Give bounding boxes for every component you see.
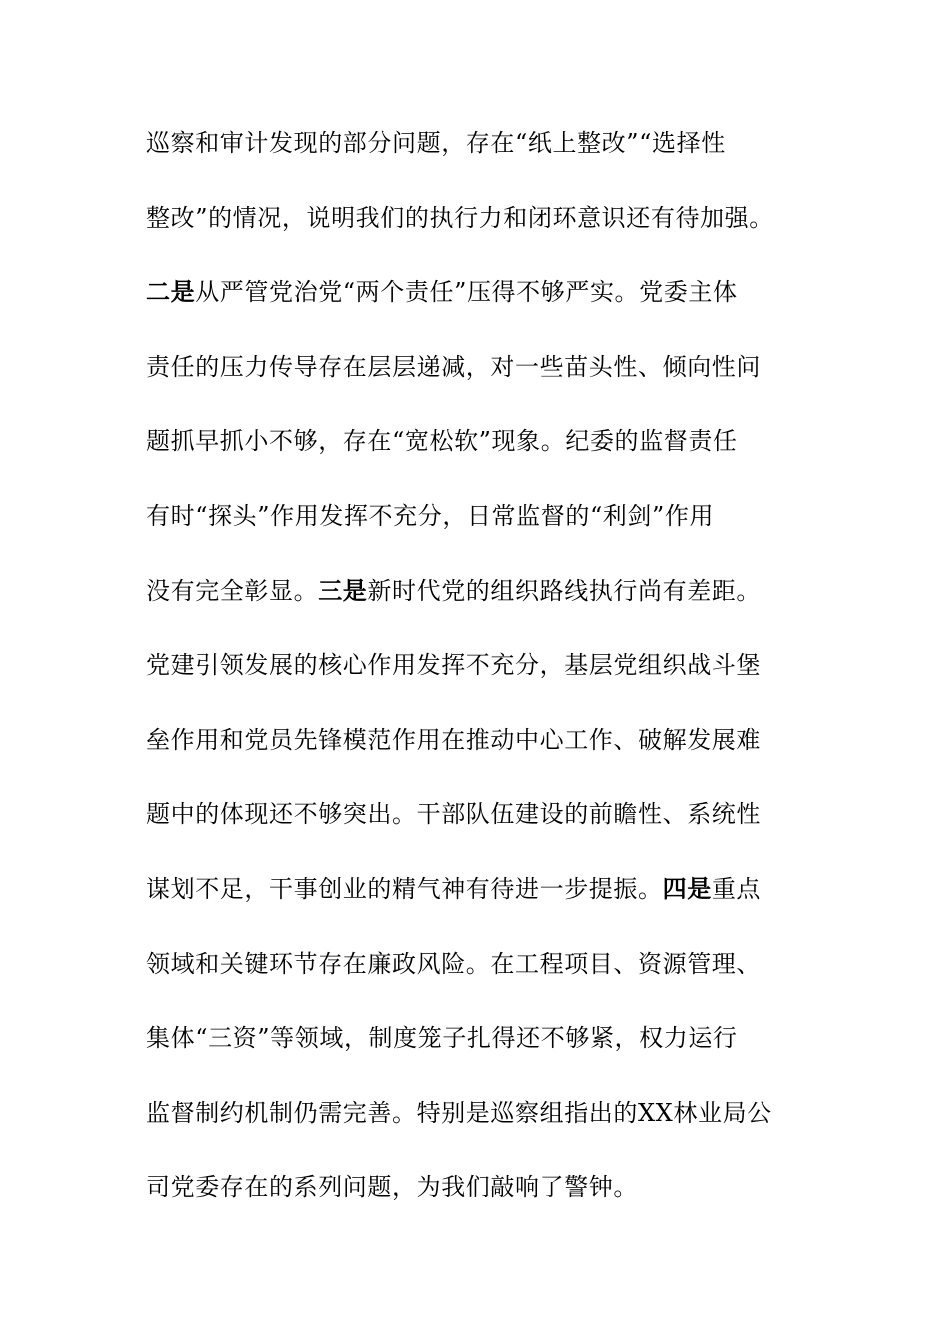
body-text: 重点 [711, 875, 762, 903]
bold-heading-text: 三是 [318, 575, 368, 605]
bold-heading-text: 四是 [662, 874, 712, 903]
paragraph-line [146, 577, 761, 605]
paragraph-line [146, 875, 761, 903]
paragraph-line [146, 1173, 638, 1201]
paragraph-line [146, 1099, 772, 1127]
body-text: 责任的压力传导存在层层递减，对一些苗头性、倾向性问 [146, 352, 761, 381]
paragraph-line [146, 427, 738, 455]
body-text: 新时代党的组织路线执行尚有差距。 [367, 576, 762, 605]
paragraph-line [146, 278, 738, 306]
body-text: 垒作用和党员先锋模范作用在推动中心工作、破解发展难 [146, 725, 761, 754]
bold-heading-text: 二是 [146, 277, 196, 307]
body-text: 从严管党治党“两个责任”压得不够严实。党委主体 [195, 278, 738, 307]
body-text: 党建引领发展的核心作用发挥不充分，基层党组织战斗堡 [146, 651, 761, 680]
paragraph-line [146, 726, 761, 754]
paragraph-line [146, 204, 774, 232]
body-text: 有时“探头”作用发挥不充分，日常监督的“利剑”作用 [146, 502, 715, 530]
body-text: 题中的体现还不够突出。干部队伍建设的前瞻性、系统性 [146, 800, 761, 829]
body-text: 巡察和审计发现的部分问题，存在“纸上整改”“选择性 [146, 129, 726, 157]
paragraph-line [146, 502, 714, 530]
paragraph-line [146, 651, 761, 679]
body-text: 司党委存在的系列问题，为我们敲响了警钟。 [146, 1173, 638, 1202]
paragraph-line [146, 1024, 738, 1052]
body-text: 没有完全彰显。 [146, 576, 319, 605]
body-text: 题抓早抓小不够，存在“宽松软”现象。纪委的监督责任 [146, 427, 738, 456]
paragraph-line [146, 950, 761, 978]
body-text: 领域和关键环节存在廉政风险。在工程项目、资源管理、 [146, 949, 761, 978]
body-text: 整改”的情况，说明我们的执行力和闭环意识还有待加强。 [146, 203, 774, 232]
body-text: 谋划不足，干事创业的精气神有待进一步提振。 [146, 875, 663, 903]
paragraph-line [146, 129, 726, 157]
body-text: 监督制约机制仍需完善。特别是巡察组指出的XX林业局公 [146, 1098, 772, 1127]
paragraph-line [146, 353, 761, 381]
body-text: 集体“三资”等领域，制度笼子扎得还不够紧，权力运行 [146, 1024, 738, 1053]
paragraph-line [146, 800, 761, 828]
